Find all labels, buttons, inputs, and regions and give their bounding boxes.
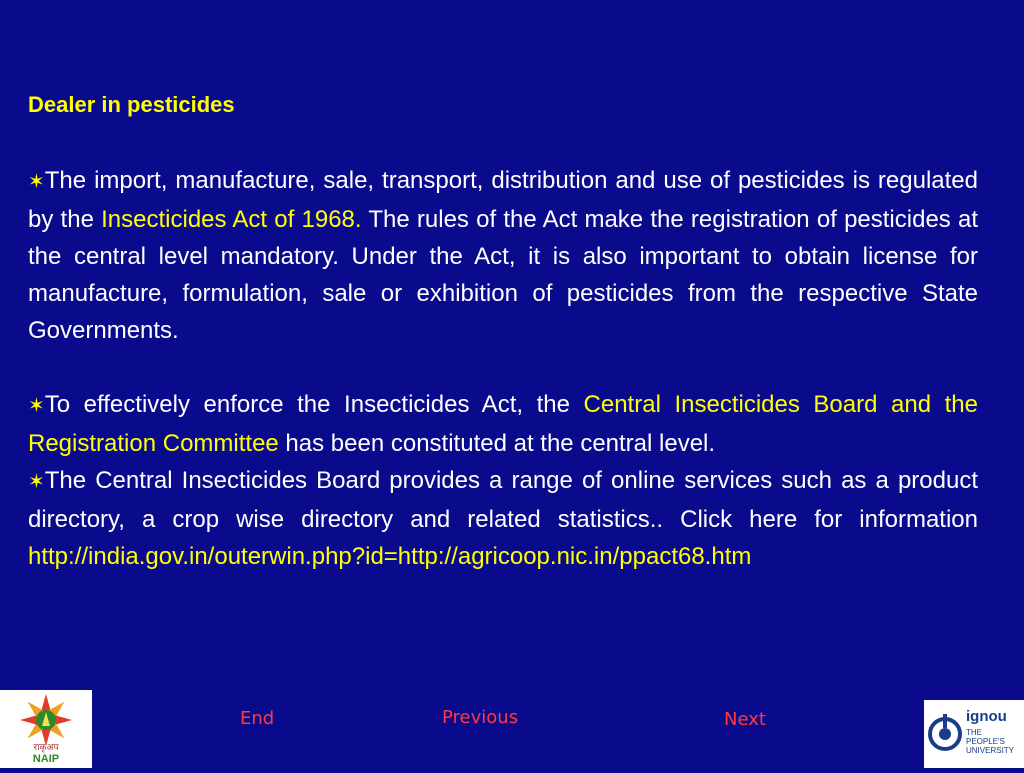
- star-bullet-icon: ✶: [28, 471, 45, 493]
- paragraph-text: The import, manufacture, sale, transport, distribution and use of pesticides is regulated by the: [28, 167, 978, 233]
- paragraph-act-regulation: [28, 162, 978, 349]
- slide-content: [28, 162, 978, 575]
- paragraph-online-services: [28, 462, 978, 575]
- paragraph-text: The rules of the Act make the registration of pesticides at the central level mandatory. Under the Act, it is also important to obtain license for manufacture, formulation, sale or exhibition of pesticides from the respective State Governments.: [28, 206, 979, 344]
- end-button[interactable]: End: [240, 708, 275, 729]
- naip-devanagari: राकृअप: [33, 742, 59, 752]
- star-bullet-icon: ✶: [28, 395, 45, 417]
- highlight-act-name: Insecticides Act of 1968.: [101, 206, 362, 233]
- naip-caption: NAIP: [32, 753, 60, 765]
- slide-title: Dealer in pesticides: [28, 92, 235, 117]
- ignou-tagline: THE PEOPLE'S UNIVERSITY: [966, 728, 1015, 755]
- info-url-link[interactable]: http://india.gov.in/outerwin.php?id=http://agricoop.nic.in/ppact68.htm: [28, 543, 752, 570]
- paragraph-board-committee: [28, 386, 978, 462]
- ignou-emblem-icon: [924, 700, 964, 768]
- paragraph-text: To effectively enforce the Insecticides Act, the: [44, 391, 584, 418]
- paragraph-text: The Central Insecticides Board provides a range of online services such as a product directory, a crop wise directory and related statistics.. Click here for information: [28, 467, 978, 533]
- ignou-logo: [924, 700, 1024, 768]
- highlight-board-link[interactable]: Central Insecticides Board and the Registration Committee: [28, 391, 978, 457]
- naip-logo: [0, 690, 92, 768]
- star-bullet-icon: ✶: [28, 171, 45, 193]
- paragraph-text: has been constituted at the central level.: [278, 430, 716, 457]
- ignou-brand: ignou: [966, 708, 1007, 725]
- next-button[interactable]: Next: [724, 709, 766, 730]
- previous-button[interactable]: Previous: [442, 707, 519, 728]
